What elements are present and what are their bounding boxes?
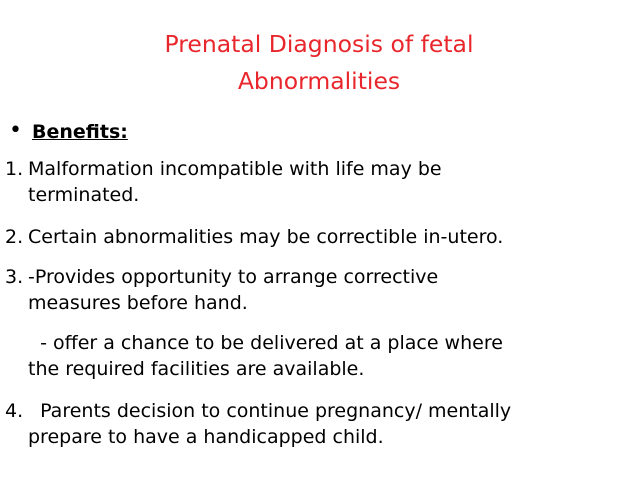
item-3-line-1: -Provides opportunity to arrange corrective (28, 266, 439, 288)
item-1-number: 1. (5, 158, 24, 180)
item-4-line-2: prepare to have a handicapped child. (28, 426, 384, 448)
benefits-heading: Benefits: (32, 121, 128, 143)
item-4-number: 4. (5, 400, 24, 422)
item-1-line-2: terminated. (28, 184, 140, 206)
title-line-2: Abnormalities (237, 67, 401, 95)
item-3-line-4: the required facilities are available. (28, 358, 365, 380)
item-3-line-2: measures before hand. (28, 292, 248, 314)
item-3-line-3: - offer a chance to be delivered at a place where (28, 332, 503, 354)
title-line-1: Prenatal Diagnosis of fetal (164, 30, 474, 58)
slide-title (60, 26, 578, 100)
item-2-number: 2. (5, 226, 24, 248)
item-2-line-1: Certain abnormalities may be correctible in-utero. (28, 226, 504, 248)
item-1-line-1: Malformation incompatible with life may be (28, 158, 442, 180)
item-3-number: 3. (5, 266, 24, 288)
bullet-icon: • (9, 118, 22, 143)
item-4-line-1: Parents decision to continue pregnancy/ mentally (28, 400, 512, 422)
